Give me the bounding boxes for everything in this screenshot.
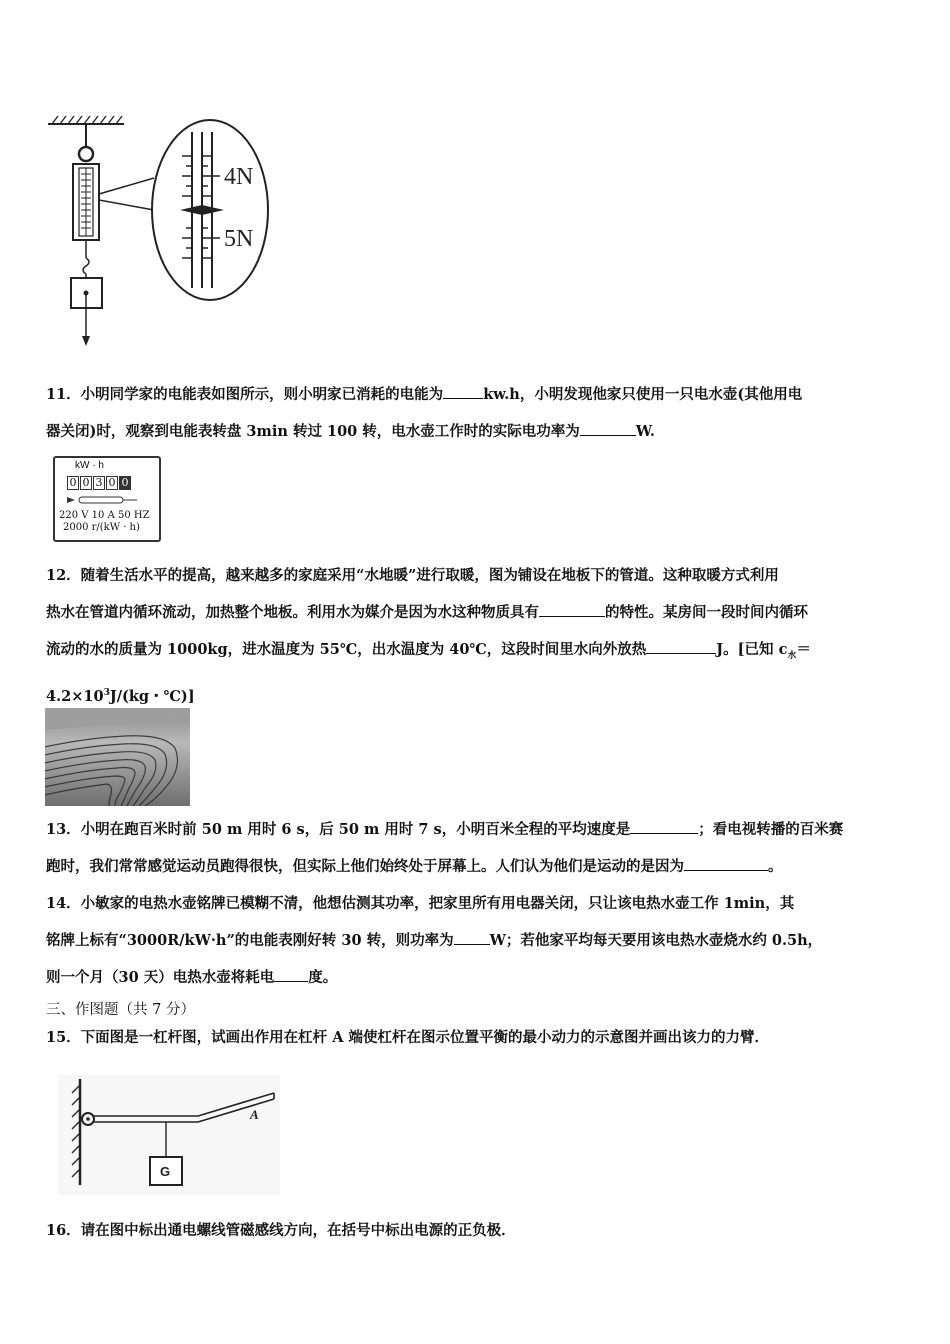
answer-blank[interactable]: [539, 602, 605, 617]
answer-blank[interactable]: [580, 421, 636, 436]
section-heading: 三、作图题（共 7 分）: [46, 1002, 195, 1018]
question-13: 13．小明在跑百米时前 50 m 用时 6 s，后 50 m 用时 7 s，小明百米全程的平均速度是 ；看电视转播的百米赛 跑时，我们常常感觉运动员跑得很快，但实际上他们始终处于屏幕上。人们认为他们是运动的是因为 。: [46, 821, 844, 875]
lever-point-a-label: A: [250, 1107, 259, 1122]
electric-meter-figure: [53, 456, 161, 542]
question-15: 15．下面图是一杠杆图，试画出作用在杠杆 A 端使杠杆在图示位置平衡的最小动力的示意图并画出该力的力臂．: [46, 1029, 770, 1046]
scale-label-4n: 4N: [224, 164, 254, 190]
spring-scale-figure: [40, 110, 280, 360]
answer-blank[interactable]: [630, 819, 698, 834]
meter-disc-icon: [65, 494, 145, 506]
meter-rating: 220 V 10 A 50 HZ: [59, 510, 150, 521]
question-16: 16．请在图中标出通电螺线管磁感线方向，在括号中标出电源的正负极．: [46, 1222, 516, 1239]
floor-heating-pipe-photo: [45, 708, 190, 806]
question-11: 11．小明同学家的电能表如图所示，则小明家已消耗的电能为 kw.h，小明发现他家只使用一只电水壶(其他用电 器关闭)时，观察到电能表转盘 3min 转过 100 转，电水壶工作时的实际电功率为 W.: [46, 386, 803, 440]
meter-digits: [67, 476, 131, 490]
meter-constant: 2000 r/(kW · h): [63, 522, 140, 533]
meter-digit: 0: [106, 476, 118, 490]
answer-blank[interactable]: [684, 856, 768, 871]
meter-digit: 0: [67, 476, 79, 490]
question-14: 14．小敏家的电热水壶铭牌已模糊不清，他想估测其功率，把家里所有用电器关闭，只让该电热水壶工作 1min，其 铭牌上标有“3000R/kW·h”的电能表刚好转 30 转，则功率为 W；若他家平均每天要用该电热水壶烧水约 0.5h， 则一个月（30 天）电热水壶将耗电 度。: [46, 895, 823, 986]
meter-digit: 0: [119, 476, 131, 490]
meter-digit: 0: [80, 476, 92, 490]
meter-unit: kW · h: [75, 460, 104, 471]
answer-blank[interactable]: [443, 384, 483, 399]
scale-label-5n: 5N: [224, 226, 254, 252]
answer-blank[interactable]: [646, 639, 716, 654]
lever-figure: [58, 1075, 280, 1195]
answer-blank[interactable]: [454, 930, 490, 945]
weight-g-label: G: [160, 1164, 171, 1179]
answer-blank[interactable]: [274, 967, 308, 982]
question-12: 12．随着生活水平的提高，越来越多的家庭采用“水地暖”进行取暖，图为铺设在地板下的管道。这种取暖方式利用 热水在管道内循环流动，加热整个地板。利用水为媒介是因为水这种物质具有 的特性。某房间一段时间内循环 流动的水的质量为 1000kg，进水温度为 55℃，出水温度为 40℃，这段时间里水向外放热 J。[已知 $c_水=$ $4.2\times 10^3J/(kg$・℃)]: [46, 567, 811, 705]
meter-digit: 3: [93, 476, 105, 490]
